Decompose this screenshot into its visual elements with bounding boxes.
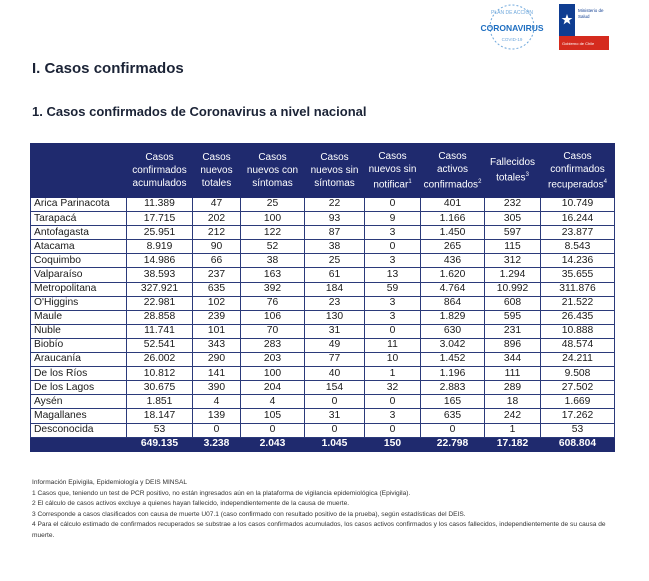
value-cell: 327.921 — [127, 282, 193, 296]
total-cell: 608.804 — [541, 437, 615, 451]
value-cell: 3 — [365, 254, 421, 268]
value-cell: 17.262 — [541, 409, 615, 423]
value-cell: 239 — [193, 310, 241, 324]
value-cell: 59 — [365, 282, 421, 296]
table-row — [31, 268, 615, 282]
value-cell: 100 — [241, 212, 305, 226]
value-cell: 0 — [305, 423, 365, 437]
table-row — [31, 395, 615, 409]
value-cell: 28.858 — [127, 310, 193, 324]
value-cell: 203 — [241, 353, 305, 367]
value-cell: 3 — [365, 409, 421, 423]
value-cell: 32 — [365, 381, 421, 395]
value-cell: 9.508 — [541, 367, 615, 381]
value-cell: 10.749 — [541, 198, 615, 212]
value-cell: 23.877 — [541, 226, 615, 240]
column-header-label: Casos activos confirmados — [423, 150, 479, 191]
value-cell: 0 — [365, 395, 421, 409]
value-cell: 77 — [305, 353, 365, 367]
value-cell: 290 — [193, 353, 241, 367]
region-name-cell: Desconocida — [31, 423, 127, 437]
value-cell: 22.981 — [127, 296, 193, 310]
value-cell: 38 — [241, 254, 305, 268]
footnote: 3 Corresponde a casos clasificados con causa de muerte U07.1 (caso confirmado con resultado positivo de la prueba), según estadísticas del DEIS. — [32, 510, 466, 518]
value-cell: 40 — [305, 367, 365, 381]
table-row — [31, 296, 615, 310]
value-cell: 390 — [193, 381, 241, 395]
region-name-cell: Coquimbo — [31, 254, 127, 268]
value-cell: 25 — [241, 198, 305, 212]
region-name-cell: Magallanes — [31, 409, 127, 423]
value-cell: 896 — [485, 338, 541, 352]
column-header-label: Casos confirmados recuperados — [548, 150, 605, 191]
value-cell: 3.042 — [421, 338, 485, 352]
value-cell: 595 — [485, 310, 541, 324]
column-header — [485, 144, 541, 198]
ministry-of-health-logo — [559, 4, 609, 50]
value-cell: 0 — [421, 423, 485, 437]
value-cell: 111 — [485, 367, 541, 381]
value-cell: 11.741 — [127, 324, 193, 338]
total-cell: 3.238 — [193, 437, 241, 451]
table-header — [31, 144, 615, 198]
value-cell: 24.211 — [541, 353, 615, 367]
value-cell: 3 — [365, 296, 421, 310]
value-cell: 202 — [193, 212, 241, 226]
value-cell: 635 — [193, 282, 241, 296]
total-cell — [31, 437, 127, 451]
value-cell: 1.669 — [541, 395, 615, 409]
value-cell: 0 — [365, 198, 421, 212]
value-cell: 212 — [193, 226, 241, 240]
value-cell: 1.829 — [421, 310, 485, 324]
total-cell: 22.798 — [421, 437, 485, 451]
value-cell: 311.876 — [541, 282, 615, 296]
value-cell: 30.675 — [127, 381, 193, 395]
value-cell: 154 — [305, 381, 365, 395]
value-cell: 21.522 — [541, 296, 615, 310]
value-cell: 17.715 — [127, 212, 193, 226]
region-name-cell: Tarapacá — [31, 212, 127, 226]
value-cell: 106 — [241, 310, 305, 324]
table-row — [31, 381, 615, 395]
column-header — [193, 144, 241, 198]
value-cell: 289 — [485, 381, 541, 395]
column-header — [127, 144, 193, 198]
value-cell: 53 — [541, 423, 615, 437]
value-cell: 237 — [193, 268, 241, 282]
value-cell: 165 — [421, 395, 485, 409]
column-header-label: Casos nuevos totales — [200, 152, 233, 189]
value-cell: 1.166 — [421, 212, 485, 226]
value-cell: 141 — [193, 367, 241, 381]
value-cell: 312 — [485, 254, 541, 268]
column-header — [241, 144, 305, 198]
footnote-marker: 3 — [525, 172, 529, 179]
column-header-label: Casos confirmados acumulados — [132, 152, 187, 189]
value-cell: 52.541 — [127, 338, 193, 352]
ministry-line-3: Gobierno de Chile — [562, 41, 595, 46]
value-cell: 25 — [305, 254, 365, 268]
value-cell: 105 — [241, 409, 305, 423]
total-cell: 17.182 — [485, 437, 541, 451]
total-row — [31, 437, 615, 451]
value-cell: 1 — [365, 367, 421, 381]
value-cell: 14.236 — [541, 254, 615, 268]
value-cell: 23 — [305, 296, 365, 310]
footnotes — [32, 478, 612, 542]
value-cell: 10.812 — [127, 367, 193, 381]
corona-logo-top-text: PLAN DE ACCIÓN — [491, 10, 533, 16]
value-cell: 4.764 — [421, 282, 485, 296]
value-cell: 232 — [485, 198, 541, 212]
region-name-cell: De los Lagos — [31, 381, 127, 395]
value-cell: 25.951 — [127, 226, 193, 240]
value-cell: 864 — [421, 296, 485, 310]
footnote-marker: 2 — [478, 178, 482, 185]
value-cell: 102 — [193, 296, 241, 310]
cases-table — [30, 143, 615, 452]
value-cell: 0 — [305, 395, 365, 409]
ministry-line-1: Ministerio de — [578, 8, 604, 13]
footnote-marker: 1 — [408, 178, 412, 185]
table-row — [31, 226, 615, 240]
footnote: Información Epivigila, Epidemiología y DEIS MINSAL — [32, 479, 188, 486]
value-cell: 9 — [365, 212, 421, 226]
value-cell: 597 — [485, 226, 541, 240]
value-cell: 10 — [365, 353, 421, 367]
value-cell: 344 — [485, 353, 541, 367]
value-cell: 1.851 — [127, 395, 193, 409]
value-cell: 1 — [485, 423, 541, 437]
region-name-cell: Aysén — [31, 395, 127, 409]
footnote: 1 Casos que, teniendo un test de PCR positivo, no están ingresados aún en la plataforma de vigilancia epidemiológica (Epivigila). — [32, 489, 411, 497]
value-cell: 87 — [305, 226, 365, 240]
value-cell: 3 — [365, 310, 421, 324]
table-row — [31, 198, 615, 212]
value-cell: 231 — [485, 324, 541, 338]
table-row — [31, 423, 615, 437]
value-cell: 100 — [241, 367, 305, 381]
value-cell: 0 — [365, 240, 421, 254]
table-row — [31, 240, 615, 254]
column-header — [421, 144, 485, 198]
value-cell: 8.919 — [127, 240, 193, 254]
value-cell: 66 — [193, 254, 241, 268]
table-row — [31, 409, 615, 423]
value-cell: 392 — [241, 282, 305, 296]
value-cell: 0 — [365, 324, 421, 338]
value-cell: 204 — [241, 381, 305, 395]
region-name-cell: Metropolitana — [31, 282, 127, 296]
ministry-line-2: Salud — [578, 14, 590, 19]
region-name-cell: Ñuble — [31, 324, 127, 338]
value-cell: 3 — [365, 226, 421, 240]
column-header-label: Casos nuevos con síntomas — [246, 152, 299, 189]
region-name-cell: Antofagasta — [31, 226, 127, 240]
table-row — [31, 282, 615, 296]
value-cell: 49 — [305, 338, 365, 352]
value-cell: 401 — [421, 198, 485, 212]
coronavirus-plan-logo — [479, 2, 545, 52]
value-cell: 52 — [241, 240, 305, 254]
value-cell: 18 — [485, 395, 541, 409]
section-title: I. Casos confirmados — [32, 60, 184, 77]
value-cell: 163 — [241, 268, 305, 282]
value-cell: 184 — [305, 282, 365, 296]
value-cell: 242 — [485, 409, 541, 423]
value-cell: 122 — [241, 226, 305, 240]
value-cell: 18.147 — [127, 409, 193, 423]
value-cell: 1.196 — [421, 367, 485, 381]
value-cell: 608 — [485, 296, 541, 310]
region-name-cell: De los Ríos — [31, 367, 127, 381]
value-cell: 139 — [193, 409, 241, 423]
value-cell: 130 — [305, 310, 365, 324]
value-cell: 4 — [193, 395, 241, 409]
table-row — [31, 310, 615, 324]
value-cell: 305 — [485, 212, 541, 226]
value-cell: 38.593 — [127, 268, 193, 282]
corona-logo-sub-text: COVID-19 — [501, 37, 523, 42]
total-cell: 2.043 — [241, 437, 305, 451]
value-cell: 1.294 — [485, 268, 541, 282]
value-cell: 635 — [421, 409, 485, 423]
value-cell: 4 — [241, 395, 305, 409]
column-header — [365, 144, 421, 198]
value-cell: 10.992 — [485, 282, 541, 296]
region-name-cell: Araucanía — [31, 353, 127, 367]
value-cell: 61 — [305, 268, 365, 282]
footnote: 4 Para el cálculo estimado de confirmados recuperados se substrae a los casos confirmados acumulados, los casos activos confirmados y los casos fallecidos, independientemente de su causa de muerte. — [32, 521, 606, 539]
column-header-region — [31, 144, 127, 198]
value-cell: 38 — [305, 240, 365, 254]
table-row — [31, 254, 615, 268]
value-cell: 1.452 — [421, 353, 485, 367]
column-header-label: Casos nuevos sin notificar — [368, 150, 417, 191]
value-cell: 26.435 — [541, 310, 615, 324]
region-name-cell: O'Higgins — [31, 296, 127, 310]
value-cell: 115 — [485, 240, 541, 254]
region-name-cell: Maule — [31, 310, 127, 324]
value-cell: 8.543 — [541, 240, 615, 254]
value-cell: 2.883 — [421, 381, 485, 395]
region-name-cell: Atacama — [31, 240, 127, 254]
value-cell: 630 — [421, 324, 485, 338]
column-header — [541, 144, 615, 198]
value-cell: 76 — [241, 296, 305, 310]
table-row — [31, 367, 615, 381]
value-cell: 26.002 — [127, 353, 193, 367]
value-cell: 90 — [193, 240, 241, 254]
table-row — [31, 338, 615, 352]
total-cell: 1.045 — [305, 437, 365, 451]
value-cell: 343 — [193, 338, 241, 352]
table-row — [31, 353, 615, 367]
value-cell: 436 — [421, 254, 485, 268]
header-row — [31, 144, 615, 198]
total-cell: 150 — [365, 437, 421, 451]
header-logos — [479, 2, 609, 52]
value-cell: 53 — [127, 423, 193, 437]
value-cell: 11 — [365, 338, 421, 352]
value-cell: 31 — [305, 409, 365, 423]
value-cell: 0 — [193, 423, 241, 437]
total-cell: 649.135 — [127, 437, 193, 451]
value-cell: 27.502 — [541, 381, 615, 395]
corona-logo-main-text: CORONAVIRUS — [480, 23, 544, 33]
region-name-cell: Arica Parinacota — [31, 198, 127, 212]
value-cell: 35.655 — [541, 268, 615, 282]
value-cell: 101 — [193, 324, 241, 338]
value-cell: 10.888 — [541, 324, 615, 338]
table-body — [31, 198, 615, 452]
value-cell: 1.620 — [421, 268, 485, 282]
column-header — [305, 144, 365, 198]
value-cell: 0 — [241, 423, 305, 437]
value-cell: 14.986 — [127, 254, 193, 268]
value-cell: 70 — [241, 324, 305, 338]
region-name-cell: Biobío — [31, 338, 127, 352]
value-cell: 0 — [365, 423, 421, 437]
value-cell: 22 — [305, 198, 365, 212]
region-name-cell: Valparaíso — [31, 268, 127, 282]
value-cell: 31 — [305, 324, 365, 338]
table-title: 1. Casos confirmados de Coronavirus a nivel nacional — [32, 104, 367, 119]
value-cell: 48.574 — [541, 338, 615, 352]
footnote-marker: 4 — [603, 178, 607, 185]
column-header-label: Fallecidos totales — [489, 157, 536, 184]
value-cell: 283 — [241, 338, 305, 352]
table-row — [31, 324, 615, 338]
value-cell: 13 — [365, 268, 421, 282]
table-row — [31, 212, 615, 226]
footnote: 2 El cálculo de casos activos excluye a quienes hayan fallecido, independientemente de la causa de muerte. — [32, 500, 350, 508]
column-header-label: Casos nuevos sin síntomas — [310, 152, 359, 189]
value-cell: 1.450 — [421, 226, 485, 240]
value-cell: 93 — [305, 212, 365, 226]
value-cell: 265 — [421, 240, 485, 254]
value-cell: 16.244 — [541, 212, 615, 226]
value-cell: 11.389 — [127, 198, 193, 212]
value-cell: 47 — [193, 198, 241, 212]
